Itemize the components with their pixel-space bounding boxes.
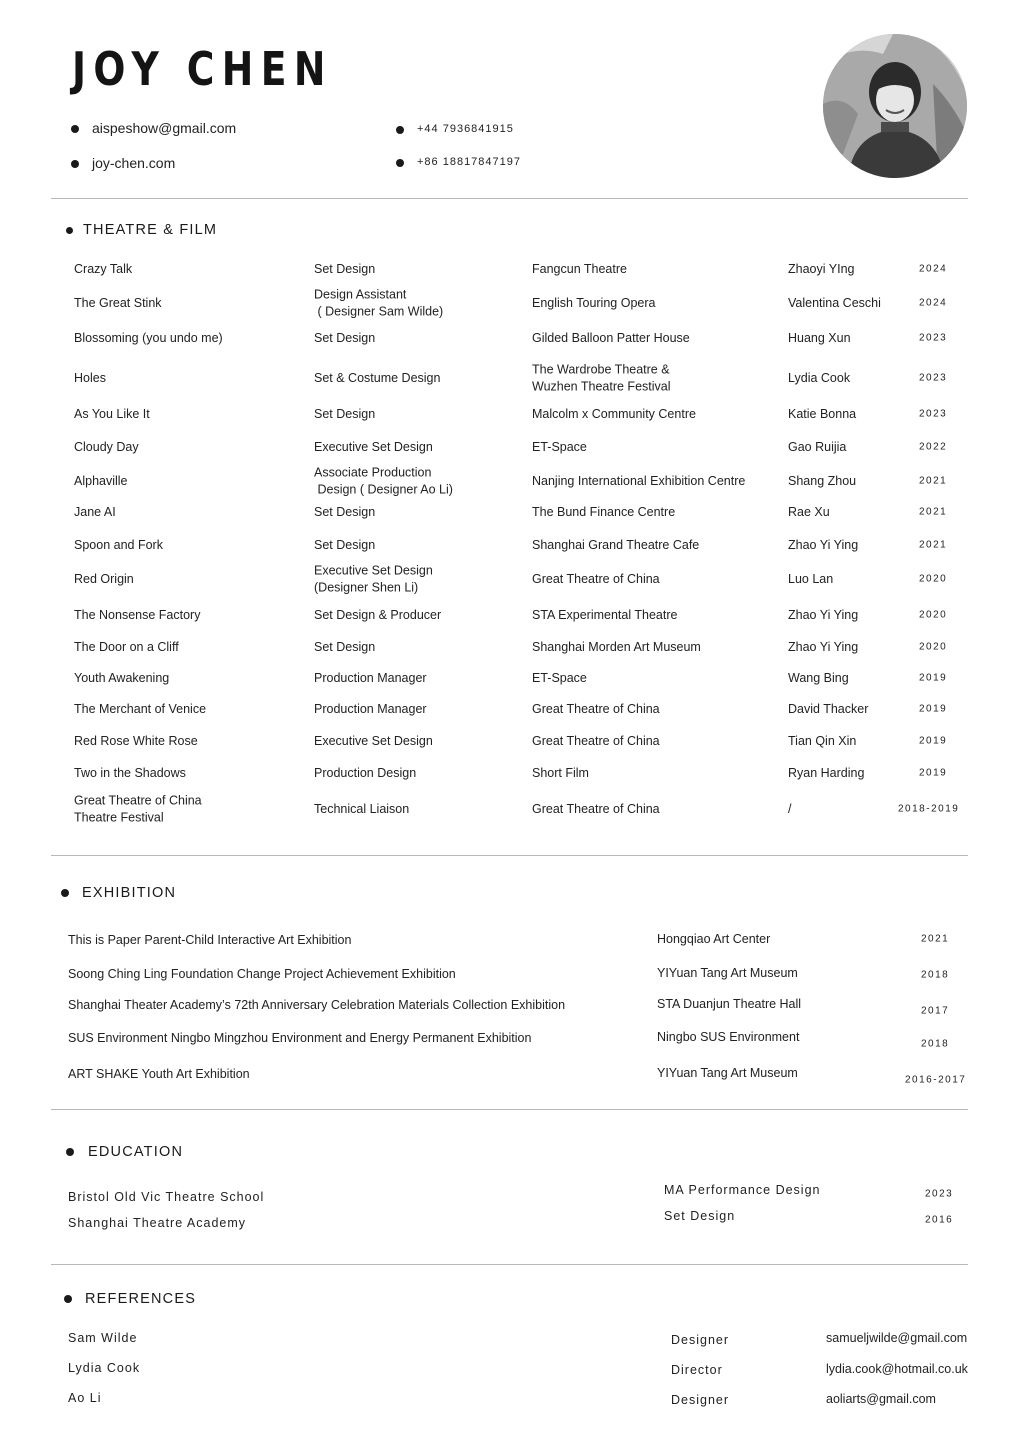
- production-title: Blossoming (you undo me): [74, 330, 223, 345]
- section-bullet: [64, 1295, 72, 1303]
- production-role: Set & Costume Design: [314, 370, 441, 385]
- production-role: Set Design: [314, 537, 376, 552]
- production-role: Executive Set Design: [314, 439, 433, 454]
- production-director: Huang Xun: [788, 330, 851, 345]
- reference-role: Director: [671, 1363, 723, 1377]
- production-venue: Nanjing International Exhibition Centre: [532, 473, 746, 488]
- exhibition-year: 2018: [921, 969, 950, 981]
- production-title: Jane AI: [74, 504, 116, 519]
- production-director: Valentina Ceschi: [788, 295, 881, 310]
- production-venue: STA Experimental Theatre: [532, 607, 678, 622]
- production-role: Set Design: [314, 504, 376, 519]
- production-director: Zhao Yi Ying: [788, 639, 859, 654]
- education-school: Shanghai Theatre Academy: [68, 1216, 247, 1230]
- production-role: Set Design: [314, 261, 376, 276]
- exhibition-venue: Ningbo SUS Environment: [657, 1029, 800, 1044]
- education-section-title: EDUCATION: [88, 1144, 184, 1160]
- production-role: Associate Production Design ( Designer Ao Li): [314, 465, 453, 496]
- exhibition-venue: STA Duanjun Theatre Hall: [657, 996, 802, 1011]
- production-title: Crazy Talk: [74, 261, 133, 276]
- production-year: 2021: [919, 539, 948, 551]
- production-title: Youth Awakening: [74, 670, 170, 685]
- portrait-image: [823, 34, 967, 178]
- candidate-name: JOY CHEN: [72, 42, 333, 96]
- production-venue: Shanghai Grand Theatre Cafe: [532, 537, 700, 552]
- exhibition-venue: Hongqiao Art Center: [657, 931, 771, 946]
- reference-name: Lydia Cook: [68, 1361, 141, 1375]
- production-venue: Great Theatre of China: [532, 733, 660, 748]
- production-title: The Great Stink: [74, 295, 162, 310]
- bullet-dot: [71, 125, 79, 133]
- divider: [51, 855, 968, 856]
- production-venue: Short Film: [532, 765, 589, 780]
- production-title: Red Rose White Rose: [74, 733, 198, 748]
- production-director: Zhao Yi Ying: [788, 537, 859, 552]
- section-bullet: [66, 227, 73, 234]
- production-director: Rae Xu: [788, 504, 830, 519]
- exhibition-year: 2017: [921, 1005, 950, 1017]
- reference-role: Designer: [671, 1333, 730, 1347]
- production-director: Ryan Harding: [788, 765, 865, 780]
- exhibition-venue: YIYuan Tang Art Museum: [657, 1065, 798, 1080]
- bullet-dot: [396, 159, 404, 167]
- production-venue: Shanghai Morden Art Museum: [532, 639, 701, 654]
- production-role: Production Manager: [314, 701, 427, 716]
- references-section-title: REFERENCES: [85, 1291, 197, 1307]
- production-venue: Great Theatre of China: [532, 801, 660, 816]
- production-year: 2020: [919, 641, 948, 653]
- production-director: Luo Lan: [788, 571, 834, 586]
- production-role: Set Design: [314, 330, 376, 345]
- production-title: Great Theatre of China Theatre Festival: [74, 793, 202, 824]
- production-year: 2022: [919, 441, 948, 453]
- production-role: Executive Set Design: [314, 733, 433, 748]
- exhibition-name: ART SHAKE Youth Art Exhibition: [68, 1066, 250, 1081]
- production-year: 2018-2019: [898, 803, 960, 815]
- website-link[interactable]: joy-chen.com: [92, 155, 176, 171]
- production-title: The Nonsense Factory: [74, 607, 201, 622]
- reference-email[interactable]: aoliarts@gmail.com: [826, 1392, 936, 1406]
- exhibition-venue: YIYuan Tang Art Museum: [657, 965, 798, 980]
- bullet-dot: [396, 126, 404, 134]
- exhibition-section-title: EXHIBITION: [82, 885, 177, 901]
- exhibition-name: SUS Environment Ningbo Mingzhou Environment and Energy Permanent Exhibition: [68, 1030, 532, 1045]
- education-course: MA Performance Design: [664, 1183, 821, 1197]
- production-role: Executive Set Design (Designer Shen Li): [314, 563, 433, 594]
- production-director: /: [788, 801, 792, 816]
- reference-role: Designer: [671, 1393, 730, 1407]
- production-director: Tian Qin Xin: [788, 733, 857, 748]
- production-role: Set Design & Producer: [314, 607, 442, 622]
- production-year: 2019: [919, 672, 948, 684]
- production-director: David Thacker: [788, 701, 869, 716]
- production-venue: English Touring Opera: [532, 295, 656, 310]
- production-venue: The Bund Finance Centre: [532, 504, 676, 519]
- production-year: 2021: [919, 475, 948, 487]
- production-role: Set Design: [314, 406, 376, 421]
- reference-email[interactable]: samueljwilde@gmail.com: [826, 1331, 968, 1345]
- section-bullet: [66, 1148, 74, 1156]
- production-year: 2021: [919, 506, 948, 518]
- production-role: Technical Liaison: [314, 801, 410, 816]
- production-year: 2020: [919, 573, 948, 585]
- profile-photo: [823, 34, 967, 178]
- production-title: Red Origin: [74, 571, 134, 586]
- production-title: As You Like It: [74, 406, 150, 421]
- production-venue: Fangcun Theatre: [532, 261, 627, 276]
- production-year: 2019: [919, 767, 948, 779]
- reference-name: Sam Wilde: [68, 1331, 138, 1345]
- production-year: 2024: [919, 297, 948, 309]
- exhibition-name: Soong Ching Ling Foundation Change Project Achievement Exhibition: [68, 966, 456, 981]
- email-link[interactable]: aispeshow@gmail.com: [92, 120, 237, 136]
- production-title: Two in the Shadows: [74, 765, 186, 780]
- production-venue: ET-Space: [532, 439, 587, 454]
- production-role: Production Design: [314, 765, 417, 780]
- education-school: Bristol Old Vic Theatre School: [68, 1190, 265, 1204]
- reference-name: Ao Li: [68, 1391, 102, 1405]
- exhibition-year: 2016-2017: [905, 1074, 967, 1086]
- reference-email[interactable]: lydia.cook@hotmail.co.uk: [826, 1362, 968, 1376]
- production-year: 2023: [919, 332, 948, 344]
- production-venue: Malcolm x Community Centre: [532, 406, 696, 421]
- production-role: Production Manager: [314, 670, 427, 685]
- production-year: 2020: [919, 609, 948, 621]
- production-director: Katie Bonna: [788, 406, 857, 421]
- production-title: Cloudy Day: [74, 439, 139, 454]
- production-year: 2019: [919, 735, 948, 747]
- education-course: Set Design: [664, 1209, 736, 1223]
- divider: [51, 198, 968, 199]
- phone-cn: +86 18817847197: [417, 156, 522, 168]
- exhibition-name: This is Paper Parent-Child Interactive Art Exhibition: [68, 932, 352, 947]
- bullet-dot: [71, 160, 79, 168]
- production-year: 2023: [919, 408, 948, 420]
- production-director: Zhao Yi Ying: [788, 607, 859, 622]
- education-year: 2016: [925, 1214, 954, 1226]
- production-director: Lydia Cook: [788, 370, 851, 385]
- production-year: 2023: [919, 372, 948, 384]
- production-title: Holes: [74, 370, 106, 385]
- production-year: 2019: [919, 703, 948, 715]
- production-venue: The Wardrobe Theatre & Wuzhen Theatre Festival: [532, 362, 671, 393]
- production-director: Gao Ruijia: [788, 439, 847, 454]
- section-bullet: [61, 889, 69, 897]
- production-title: Spoon and Fork: [74, 537, 163, 552]
- exhibition-name: Shanghai Theater Academy’s 72th Anniversary Celebration Materials Collection Exhibition: [68, 997, 566, 1012]
- phone-uk: +44 7936841915: [417, 123, 514, 135]
- divider: [51, 1109, 968, 1110]
- education-year: 2023: [925, 1188, 954, 1200]
- production-title: The Door on a Cliff: [74, 639, 179, 654]
- production-title: The Merchant of Venice: [74, 701, 207, 716]
- production-venue: Great Theatre of China: [532, 701, 660, 716]
- production-venue: Great Theatre of China: [532, 571, 660, 586]
- production-role: Design Assistant ( Designer Sam Wilde): [314, 287, 444, 318]
- exhibition-year: 2021: [921, 933, 950, 945]
- production-venue: ET-Space: [532, 670, 587, 685]
- production-director: Wang Bing: [788, 670, 849, 685]
- theatre-section-title: THEATRE & FILM: [83, 222, 218, 238]
- production-title: Alphaville: [74, 473, 128, 488]
- production-role: Set Design: [314, 639, 376, 654]
- production-year: 2024: [919, 263, 948, 275]
- production-venue: Gilded Balloon Patter House: [532, 330, 690, 345]
- production-director: Shang Zhou: [788, 473, 857, 488]
- production-director: Zhaoyi YIng: [788, 261, 855, 276]
- exhibition-year: 2018: [921, 1038, 950, 1050]
- divider: [51, 1264, 968, 1265]
